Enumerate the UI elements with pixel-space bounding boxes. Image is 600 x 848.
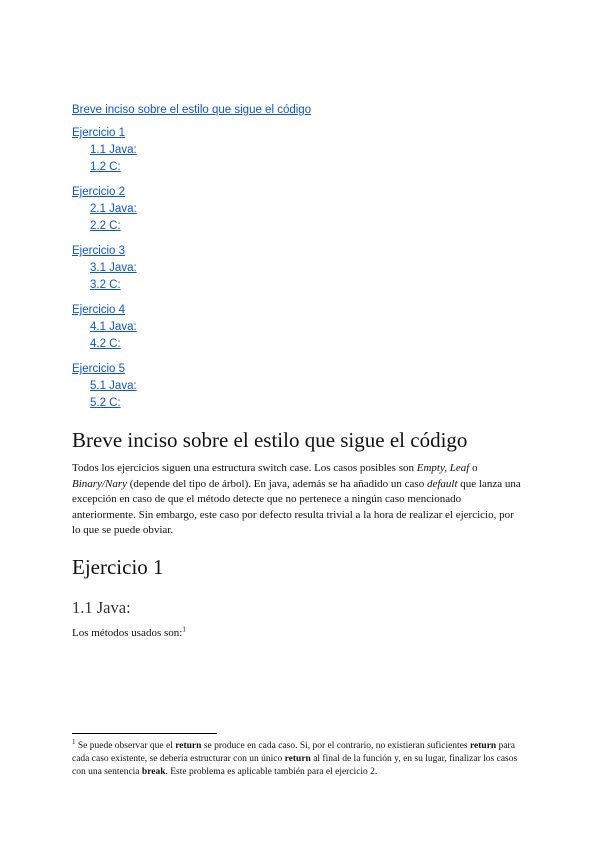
toc-link-ejercicio-2[interactable]: Ejercicio 2: [72, 186, 126, 198]
toc-link-ejercicio-5[interactable]: Ejercicio 5: [72, 363, 126, 375]
toc-link-1-1-java[interactable]: 1.1 Java:: [90, 144, 137, 156]
toc-group-ejercicio-4: [72, 302, 532, 353]
subheading-1-1-java: 1.1 Java:: [72, 598, 131, 617]
footnote-number: 1: [72, 737, 76, 746]
toc-link-2-2-c[interactable]: 2.2 C:: [90, 220, 121, 232]
toc-link-4-2-c[interactable]: 4.2 C:: [90, 338, 121, 350]
toc-link-3-2-c[interactable]: 3.2 C:: [90, 279, 121, 291]
footnote-keyword-break: break: [141, 767, 166, 777]
toc-link-5-1-java[interactable]: 5.1 Java:: [90, 380, 137, 392]
style-italic-default: default: [426, 477, 458, 490]
footnote: [72, 737, 528, 779]
toc-link-2-1-java[interactable]: 2.1 Java:: [90, 203, 137, 215]
footnote-divider: [72, 733, 217, 734]
toc-link-ejercicio-3[interactable]: Ejercicio 3: [72, 245, 126, 257]
style-text-c: (depende del tipo de árbol). En java, además se ha añadido un caso: [127, 477, 427, 490]
toc-group-ejercicio-5: [72, 361, 532, 412]
style-paragraph: [72, 461, 524, 539]
toc-link-ejercicio-4[interactable]: Ejercicio 4: [72, 304, 126, 316]
footnote-keyword-return-3: return: [284, 754, 311, 764]
style-text-d: que lanza una excepción en caso de que el método detecte que no pertenece a ningún caso mencionado anteriormente. Sin embargo, este caso por defecto resulta trivial a la hora de realizar el ejercicio, por lo que se puede obviar.: [72, 477, 521, 536]
methods-paragraph: [72, 626, 524, 642]
footnote-text-d: para cada caso existente, se debería estructurar con un único: [72, 741, 515, 764]
section-heading-style: Breve inciso sobre el estilo que sigue el código: [72, 428, 468, 452]
toc-link-ejercicio-1[interactable]: Ejercicio 1: [72, 127, 126, 139]
toc-link-5-2-c[interactable]: 5.2 C:: [90, 397, 121, 409]
toc-link-1-2-c[interactable]: 1.2 C:: [90, 161, 121, 173]
toc-group-ejercicio-1: [72, 125, 532, 176]
style-italic-cases-1: Empty, Leaf: [416, 462, 470, 474]
toc-link-4-1-java[interactable]: 4.1 Java:: [90, 321, 137, 333]
table-of-contents: [72, 104, 532, 420]
footnote-reference[interactable]: 1: [182, 625, 186, 634]
style-text-b: o: [469, 462, 478, 474]
footnote-text-c: se produce en cada caso. Si, por el contrario, no existieran suficientes: [201, 741, 470, 751]
toc-link-3-1-java[interactable]: 3.1 Java:: [90, 262, 137, 274]
toc-group-ejercicio-3: [72, 243, 532, 294]
style-italic-cases-2: Binary/Nary: [72, 477, 127, 490]
toc-link-style-section[interactable]: Breve inciso sobre el estilo que sigue el código: [72, 104, 312, 116]
methods-text: Los métodos usados son:: [72, 627, 183, 639]
toc-group-ejercicio-2: [72, 184, 532, 235]
footnote-text-f: . Este problema es aplicable también para el ejercicio 2.: [165, 767, 378, 777]
footnote-keyword-return-2: return: [469, 741, 497, 751]
footnote-text-a: Se puede observar que el: [75, 741, 176, 751]
style-text-a: Todos los ejercicios siguen una estructura switch case. Los casos posibles son: [72, 462, 417, 474]
footnote-keyword-return-1: return: [175, 741, 202, 751]
section-heading-ejercicio-1: Ejercicio 1: [72, 555, 164, 579]
footnote-text-e: al final de la función y, en su lugar, finalizar los casos con una sentencia: [72, 754, 518, 777]
